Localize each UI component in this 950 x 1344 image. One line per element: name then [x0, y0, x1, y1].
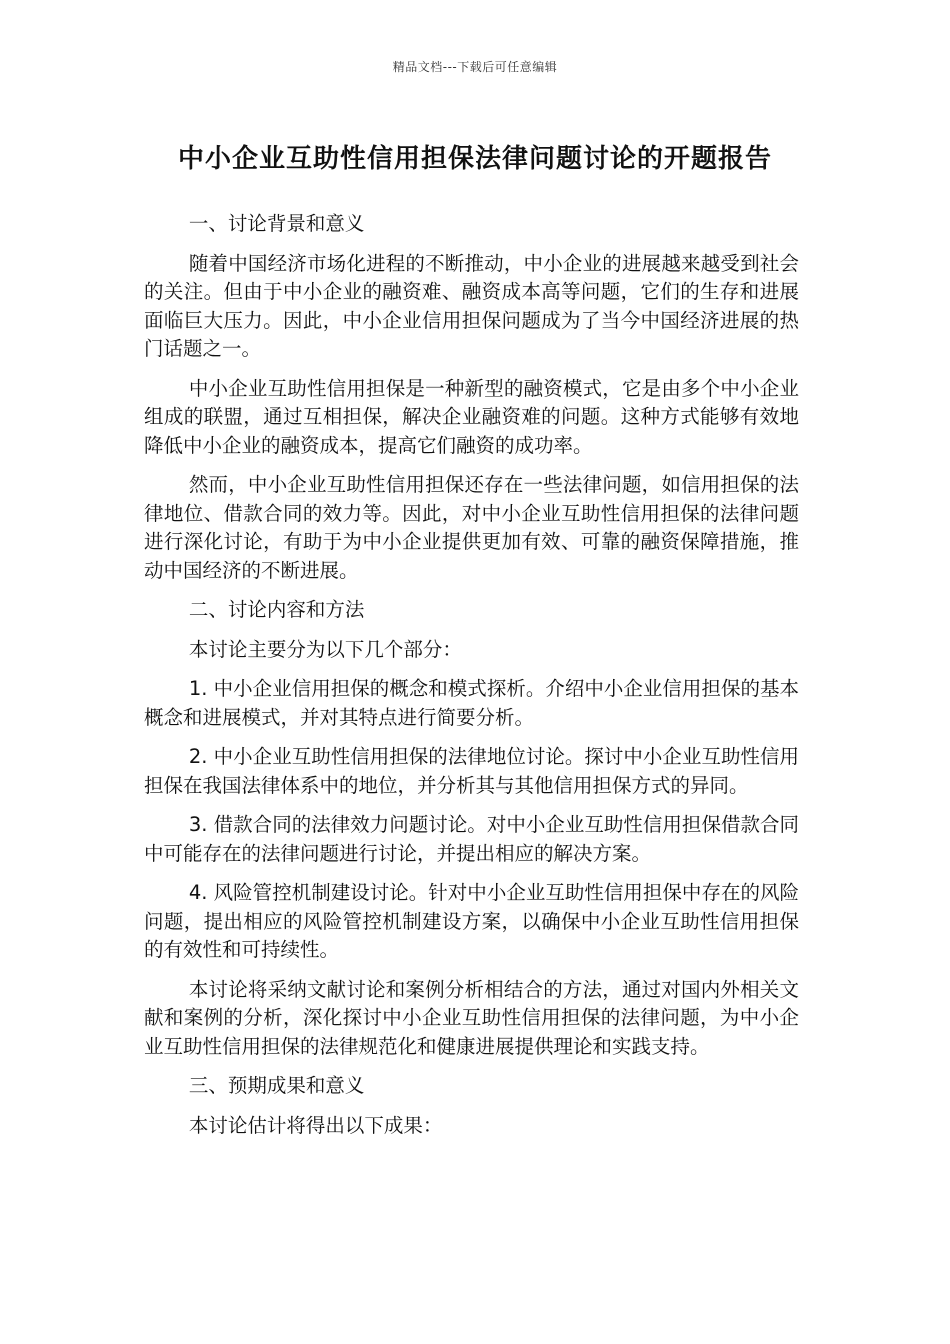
section-heading-expected-results: 三、预期成果和意义	[188, 1074, 365, 1097]
paragraph-background-1: 随着中国经济市场化进程的不断推动，中小企业的进展越来越受到社会的关注。但由于中小企业的融资难、融资成本高等问题，它们的生存和进展面临巨大压力。因此，中小企业信用担保问题成为了当今中国经济进展的热门话题之一。	[144, 251, 799, 360]
paragraph-content-intro: 本讨论主要分为以下几个部分：	[188, 637, 462, 661]
list-item-4: 4. 风险管控机制建设讨论。针对中小企业互助性信用担保中存在的风险问题，提出相应的风险管控机制建设方案，以确保中小企业互助性信用担保的有效性和可持续性。	[144, 881, 799, 961]
section-heading-content-method: 二、讨论内容和方法	[188, 598, 365, 621]
paragraph-background-3: 然而，中小企业互助性信用担保还存在一些法律问题，如信用担保的法律地位、借款合同的效力等。因此，对中小企业互助性信用担保的法律问题进行深化讨论，有助于为中小企业提供更加有效、可靠的融资保障措施，推动中国经济的不断进展。	[144, 473, 799, 582]
list-item-2: 2. 中小企业互助性信用担保的法律地位讨论。探讨中小企业互助性信用担保在我国法律体系中的地位，并分析其与其他信用担保方式的异同。	[144, 745, 799, 797]
header-note: 精品文档---下载后可任意编辑	[392, 60, 558, 74]
paragraph-background-2: 中小企业互助性信用担保是一种新型的融资模式，它是由多个中小企业组成的联盟，通过互相担保，解决企业融资难的问题。这种方式能够有效地降低中小企业的融资成本，提高它们融资的成功率。	[144, 376, 799, 457]
paragraph-results-intro: 本讨论估计将得出以下成果：	[188, 1113, 443, 1137]
list-item-1: 1. 中小企业信用担保的概念和模式探析。介绍中小企业信用担保的基本概念和进展模式，并对其特点进行简要分析。	[144, 677, 799, 729]
paragraph-method: 本讨论将采纳文献讨论和案例分析相结合的方法，通过对国内外相关文献和案例的分析，深化探讨中小企业互助性信用担保的法律问题，为中小企业互助性信用担保的法律规范化和健康进展提供理论和实践支持。	[144, 977, 799, 1058]
document-title: 中小企业互助性信用担保法律问题讨论的开题报告	[177, 144, 772, 174]
document-body	[144, 210, 799, 1151]
list-item-3: 3. 借款合同的法律效力问题讨论。对中小企业互助性信用担保借款合同中可能存在的法律问题进行讨论，并提出相应的解决方案。	[144, 813, 799, 865]
section-heading-background: 一、讨论背景和意义	[188, 212, 365, 235]
